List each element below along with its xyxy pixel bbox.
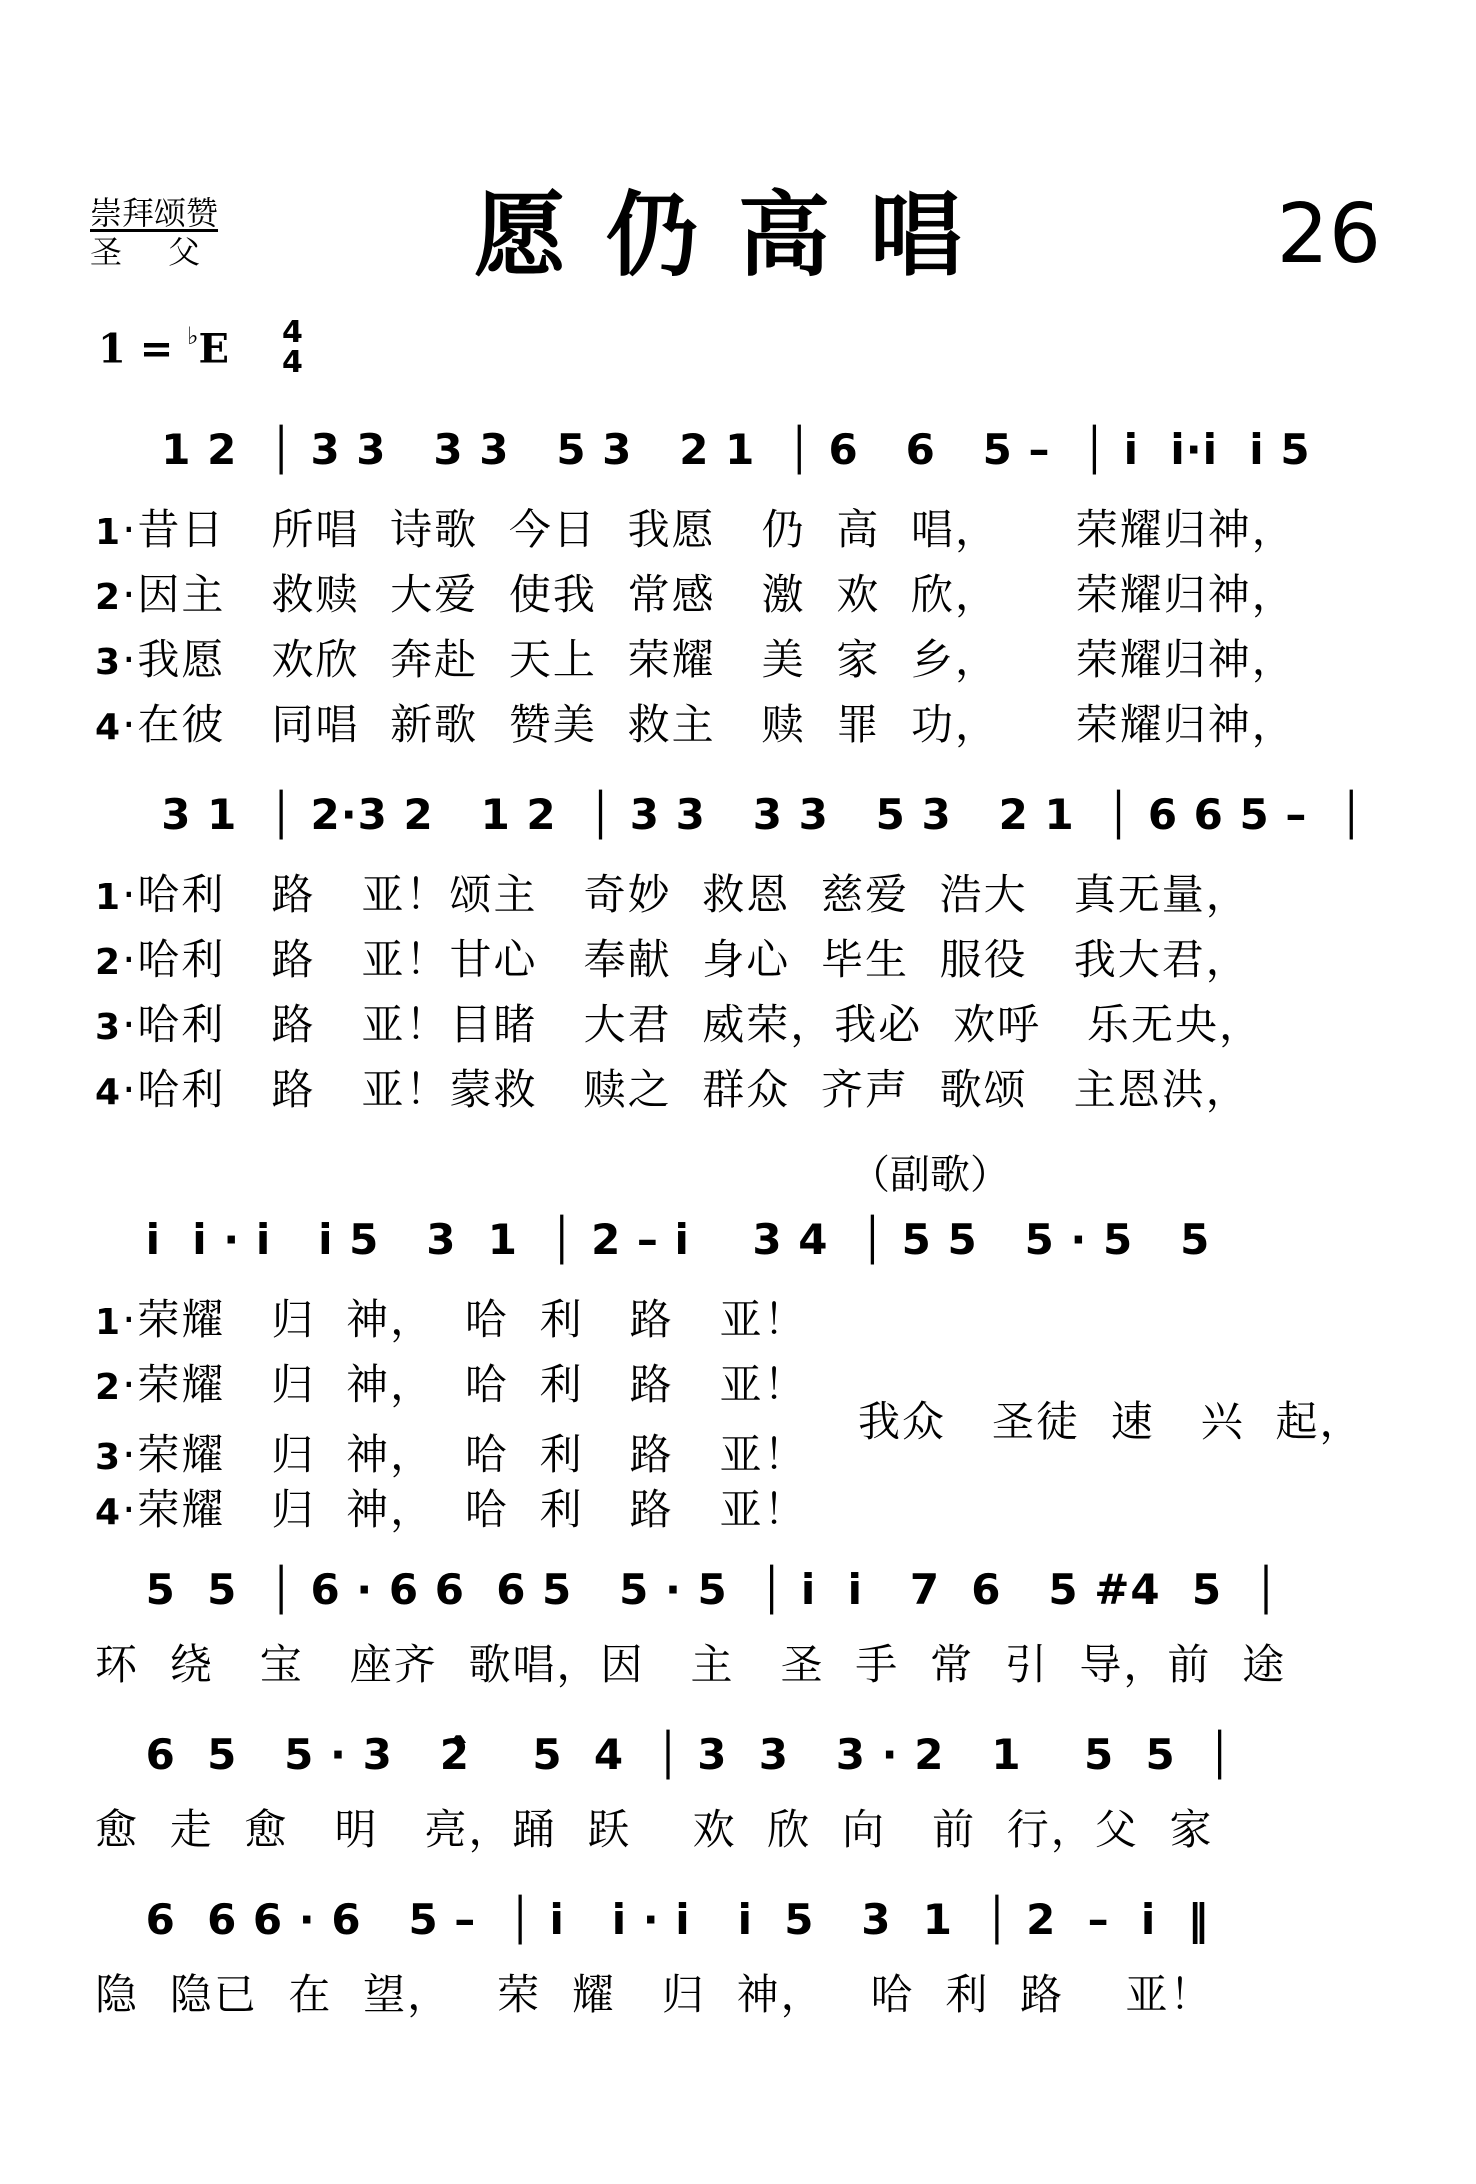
verse-number: 3 — [95, 1437, 123, 1478]
lyric-line-verse-4 — [95, 1480, 855, 1543]
notation-row: 1 2 │ 3 3 3 3 5 3 2 1 │ 6 6 5 – │ i̇ i̇·i̇ i̇ 5 — [130, 425, 1311, 474]
lyric-text: ·哈利 路 亚！蒙救 赎之 群众 齐声 歌颂 主恩洪， — [122, 1065, 1250, 1114]
verse-number: 3 — [95, 642, 123, 683]
lyric-text: ·哈利 路 亚！甘心 奉献 身心 毕生 服役 我大君， — [122, 935, 1250, 984]
time-bottom: 4 — [282, 345, 303, 380]
notation-row: 3 1 │ 2·3 2 1 2 │ 3 3 3 3 5 3 2 1 │ 6 6 5 – │ — [130, 790, 1365, 839]
verse-number: 4 — [95, 707, 123, 748]
lyric-text: ·在彼 同唱 新歌 赞美 救主 赎 罪 功， 荣耀归神， — [122, 700, 1296, 749]
flat-accidental: ♭ — [187, 321, 199, 350]
verse-number: 4 — [95, 1072, 123, 1113]
key-prefix: 1 = — [98, 325, 188, 373]
notation-row: i̇ i̇ · i̇ i̇ 5 3 1 │ 2 – i̇ 3 4 │ 5 5 5 · 5 5 — [130, 1215, 1211, 1264]
verse-number: 1 — [95, 512, 123, 553]
lyric-text: ·哈利 路 亚！颂主 奇妙 救恩 慈爱 浩大 真无量， — [122, 870, 1250, 919]
lyric-line-verse-2 — [95, 930, 1395, 993]
lyric-text: ·我愿 欢欣 奔赴 天上 荣耀 美 家 乡， 荣耀归神， — [122, 635, 1296, 684]
lyric-text: ·荣耀 归 神， 哈 利 路 亚！ — [122, 1485, 808, 1534]
lyric-text: ·昔日 所唱 诗歌 今日 我愿 仍 高 唱， 荣耀归神， — [122, 505, 1296, 554]
lyric-line-verse-1 — [95, 500, 1395, 563]
hymn-number: 26 — [1276, 187, 1381, 282]
lyric-text: ·哈利 路 亚！目睹 大君 威荣，我必 欢呼 乐无央， — [122, 1000, 1264, 1049]
lyric-text: ·荣耀 归 神， 哈 利 路 亚！ — [122, 1360, 808, 1409]
lyric-text: ·荣耀 归 神， 哈 利 路 亚！ — [122, 1295, 808, 1344]
lyric-text: ·因主 救赎 大爱 使我 常感 激 欢 欣， 荣耀归神， — [122, 570, 1296, 619]
notation-row: 6 6 6 · 6 5 – │ i̇ i̇ · i̇ i̇ 5 3 1 │ 2 – i̇ ‖ — [130, 1895, 1210, 1944]
notation-row: 6 5 5 · 3 2̂ 5 4 │ 3 3 3 · 2 1 5 5 │ — [130, 1730, 1234, 1779]
lyric-line-verse-1 — [95, 1290, 855, 1353]
lyric-text: ·荣耀 归 神， 哈 利 路 亚！ — [122, 1430, 808, 1479]
hymn-category: 崇拜颂赞 — [90, 194, 219, 232]
lyric-line-verse-3 — [95, 1425, 855, 1488]
verse-number: 1 — [95, 877, 123, 918]
chorus-marker: （副歌） — [850, 1152, 1010, 1198]
lyric-line: 环 绕 宝 座齐 歌唱，因 主 圣 手 常 引 导，前 途 — [95, 1640, 1287, 1689]
verse-number: 2 — [95, 942, 123, 983]
verse-number: 2 — [95, 577, 123, 618]
lyric-line-verse-1 — [95, 865, 1395, 928]
key-signature — [98, 321, 230, 373]
time-signature — [282, 315, 303, 380]
notation-row: 5 5 │ 6 · 6 6 6 5 5 · 5 │ i̇ i̇ 7 6 5 #4 5 │ — [130, 1565, 1280, 1614]
lyric-line-verse-3 — [95, 630, 1395, 693]
lyric-line-verse-2 — [95, 565, 1395, 628]
lyric-line-verse-4 — [95, 695, 1395, 758]
lyric-line: 愈 走 愈 明 亮，踊 跃 欢 欣 向 前 行，父 家 — [95, 1805, 1214, 1854]
verse-number: 3 — [95, 1007, 123, 1048]
lyric-line: 隐 隐已 在 望， 荣 耀 归 神， 哈 利 路 亚！ — [95, 1970, 1214, 2019]
time-top: 4 — [282, 315, 303, 350]
verse-number: 2 — [95, 1367, 123, 1408]
hymn-subcategory: 圣父 — [90, 233, 247, 271]
lyric-line-verse-3 — [95, 995, 1395, 1058]
lyric-line-verse-2 — [95, 1355, 855, 1418]
key-note: E — [198, 325, 230, 373]
verse-number: 4 — [95, 1492, 123, 1533]
verse-number: 1 — [95, 1302, 123, 1343]
chorus-lyric-lead: 我众 圣徒 速 兴 起， — [858, 1397, 1364, 1446]
hymn-title: 愿仍高唱 — [473, 181, 1002, 289]
lyric-line-verse-4 — [95, 1060, 1395, 1123]
